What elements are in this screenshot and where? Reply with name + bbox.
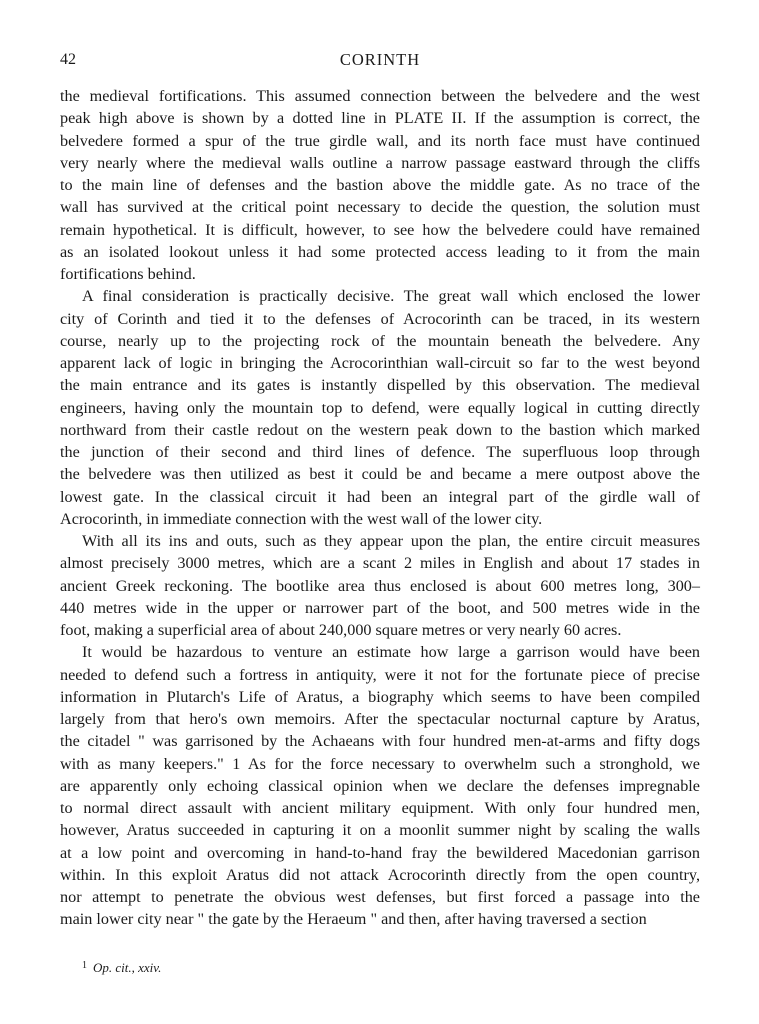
text-line: to normal direct assault with ancient military equipment. With only four hundred men, bbox=[60, 799, 700, 817]
text-line: the medieval fortifications. This assumed connection between the belvedere and the west bbox=[60, 87, 700, 105]
text-line: With all its ins and outs, such as they appear upon the plan, the entire circuit measures bbox=[82, 532, 700, 550]
footnote-mark: 1 bbox=[82, 960, 87, 971]
text-line: very nearly where the medieval walls outline a narrow passage eastward through the cliffs bbox=[60, 153, 700, 172]
text-line: are apparently only echoing classical opinion when we declare the defenses impregnable bbox=[60, 776, 700, 795]
text-line: city of Corinth and tied it to the defenses of Acrocorinth can be traced, in its western bbox=[60, 309, 700, 328]
text-line: largely from that hero's own memoirs. After the spectacular nocturnal capture by Aratus, bbox=[60, 710, 700, 728]
text-line: within. In this exploit Aratus did not attack Acrocorinth directly from the open country, bbox=[60, 865, 700, 884]
text-line: lowest gate. In the classical circuit it had been an integral part of the girdle wall of bbox=[60, 487, 700, 506]
text-line: needed to defend such a fortress in antiquity, were it not for the fortunate piece of precise bbox=[60, 665, 700, 684]
page-number: 42 bbox=[60, 51, 76, 68]
text-line: ancient Greek reckoning. The bootlike area thus enclosed is about 600 metres long, 300– bbox=[60, 576, 700, 595]
text-line: course, nearly up to the projecting rock of the mountain beneath the belvedere. Any bbox=[60, 331, 700, 350]
text-line: almost precisely 3000 metres, which are a scant 2 miles in English and about 17 stades in bbox=[60, 554, 700, 573]
text-line: main lower city near " the gate by the Heraeum " and then, after having traversed a section bbox=[60, 910, 647, 929]
text-line: information in Plutarch's Life of Aratus, a biography which seems to have been compiled bbox=[60, 687, 700, 706]
footnote bbox=[82, 958, 161, 976]
text-line: the junction of their second and third lines of defence. The superfluous loop through bbox=[60, 443, 700, 461]
text-line: the main entrance and its gates is instantly dispelled by this observation. The medieval bbox=[60, 376, 700, 395]
text-line: foot, making a superficial area of about 240,000 square metres or very nearly 60 acres. bbox=[60, 621, 622, 639]
footnote-text: Op. cit., xxiv. bbox=[93, 960, 162, 975]
text-line: engineers, having only the mountain top to defend, were equally logical in cutting directly bbox=[60, 398, 700, 417]
text-line: with as many keepers." 1 As for the force necessary to overwhelm such a stronghold, we bbox=[60, 754, 700, 773]
page-header bbox=[60, 49, 700, 71]
paragraph bbox=[60, 85, 700, 285]
text-line: It would be hazardous to venture an estimate how large a garrison would have been bbox=[82, 643, 700, 662]
text-line: to the main line of defenses and the bastion above the middle gate. As no trace of the bbox=[60, 176, 700, 194]
text-line: fortifications behind. bbox=[60, 265, 196, 283]
text-line: the belvedere was then utilized as best it could be and became a mere outpost above the bbox=[60, 465, 700, 484]
paragraph bbox=[60, 285, 700, 530]
text-line: nor attempt to penetrate the obvious west defenses, but first forced a passage into the bbox=[60, 888, 700, 906]
paragraph bbox=[60, 530, 700, 641]
body-text bbox=[60, 85, 700, 931]
text-line: remain hypothetical. It is difficult, however, to see how the belvedere could have remained bbox=[60, 220, 700, 239]
text-line: wall has survived at the critical point necessary to decide the question, the solution must bbox=[60, 198, 700, 217]
text-line: apparent lack of logic in bringing the Acrocorinthian wall-circuit so far to the west beyond bbox=[60, 354, 700, 372]
text-line: at a low point and overcoming in hand-to-hand fray the bewildered Macedonian garrison bbox=[60, 843, 700, 862]
text-line: peak high above is shown by a dotted line in PLATE II. If the assumption is correct, the bbox=[60, 109, 700, 128]
text-line: belvedere formed a spur of the true girdle wall, and its north face must have continued bbox=[60, 131, 700, 150]
text-line: Acrocorinth, in immediate connection with the west wall of the lower city. bbox=[60, 509, 543, 528]
text-line: northward from their castle redout on the western peak down to the bastion which marked bbox=[60, 420, 700, 439]
text-line: however, Aratus succeeded in capturing it on a moonlit summer night by scaling the walls bbox=[60, 821, 700, 840]
paragraph bbox=[60, 641, 700, 930]
running-head: CORINTH bbox=[339, 50, 421, 69]
text-line: the citadel " was garrisoned by the Achaeans with four hundred men-at-arms and fifty dogs bbox=[60, 732, 700, 751]
text-line: A final consideration is practically decisive. The great wall which enclosed the lower bbox=[82, 287, 700, 306]
text-line: 440 metres wide in the upper or narrower part of the boot, and 500 metres wide in the bbox=[60, 598, 700, 617]
text-line: as an isolated lookout unless it had some protected access leading to it from the main bbox=[60, 242, 700, 261]
